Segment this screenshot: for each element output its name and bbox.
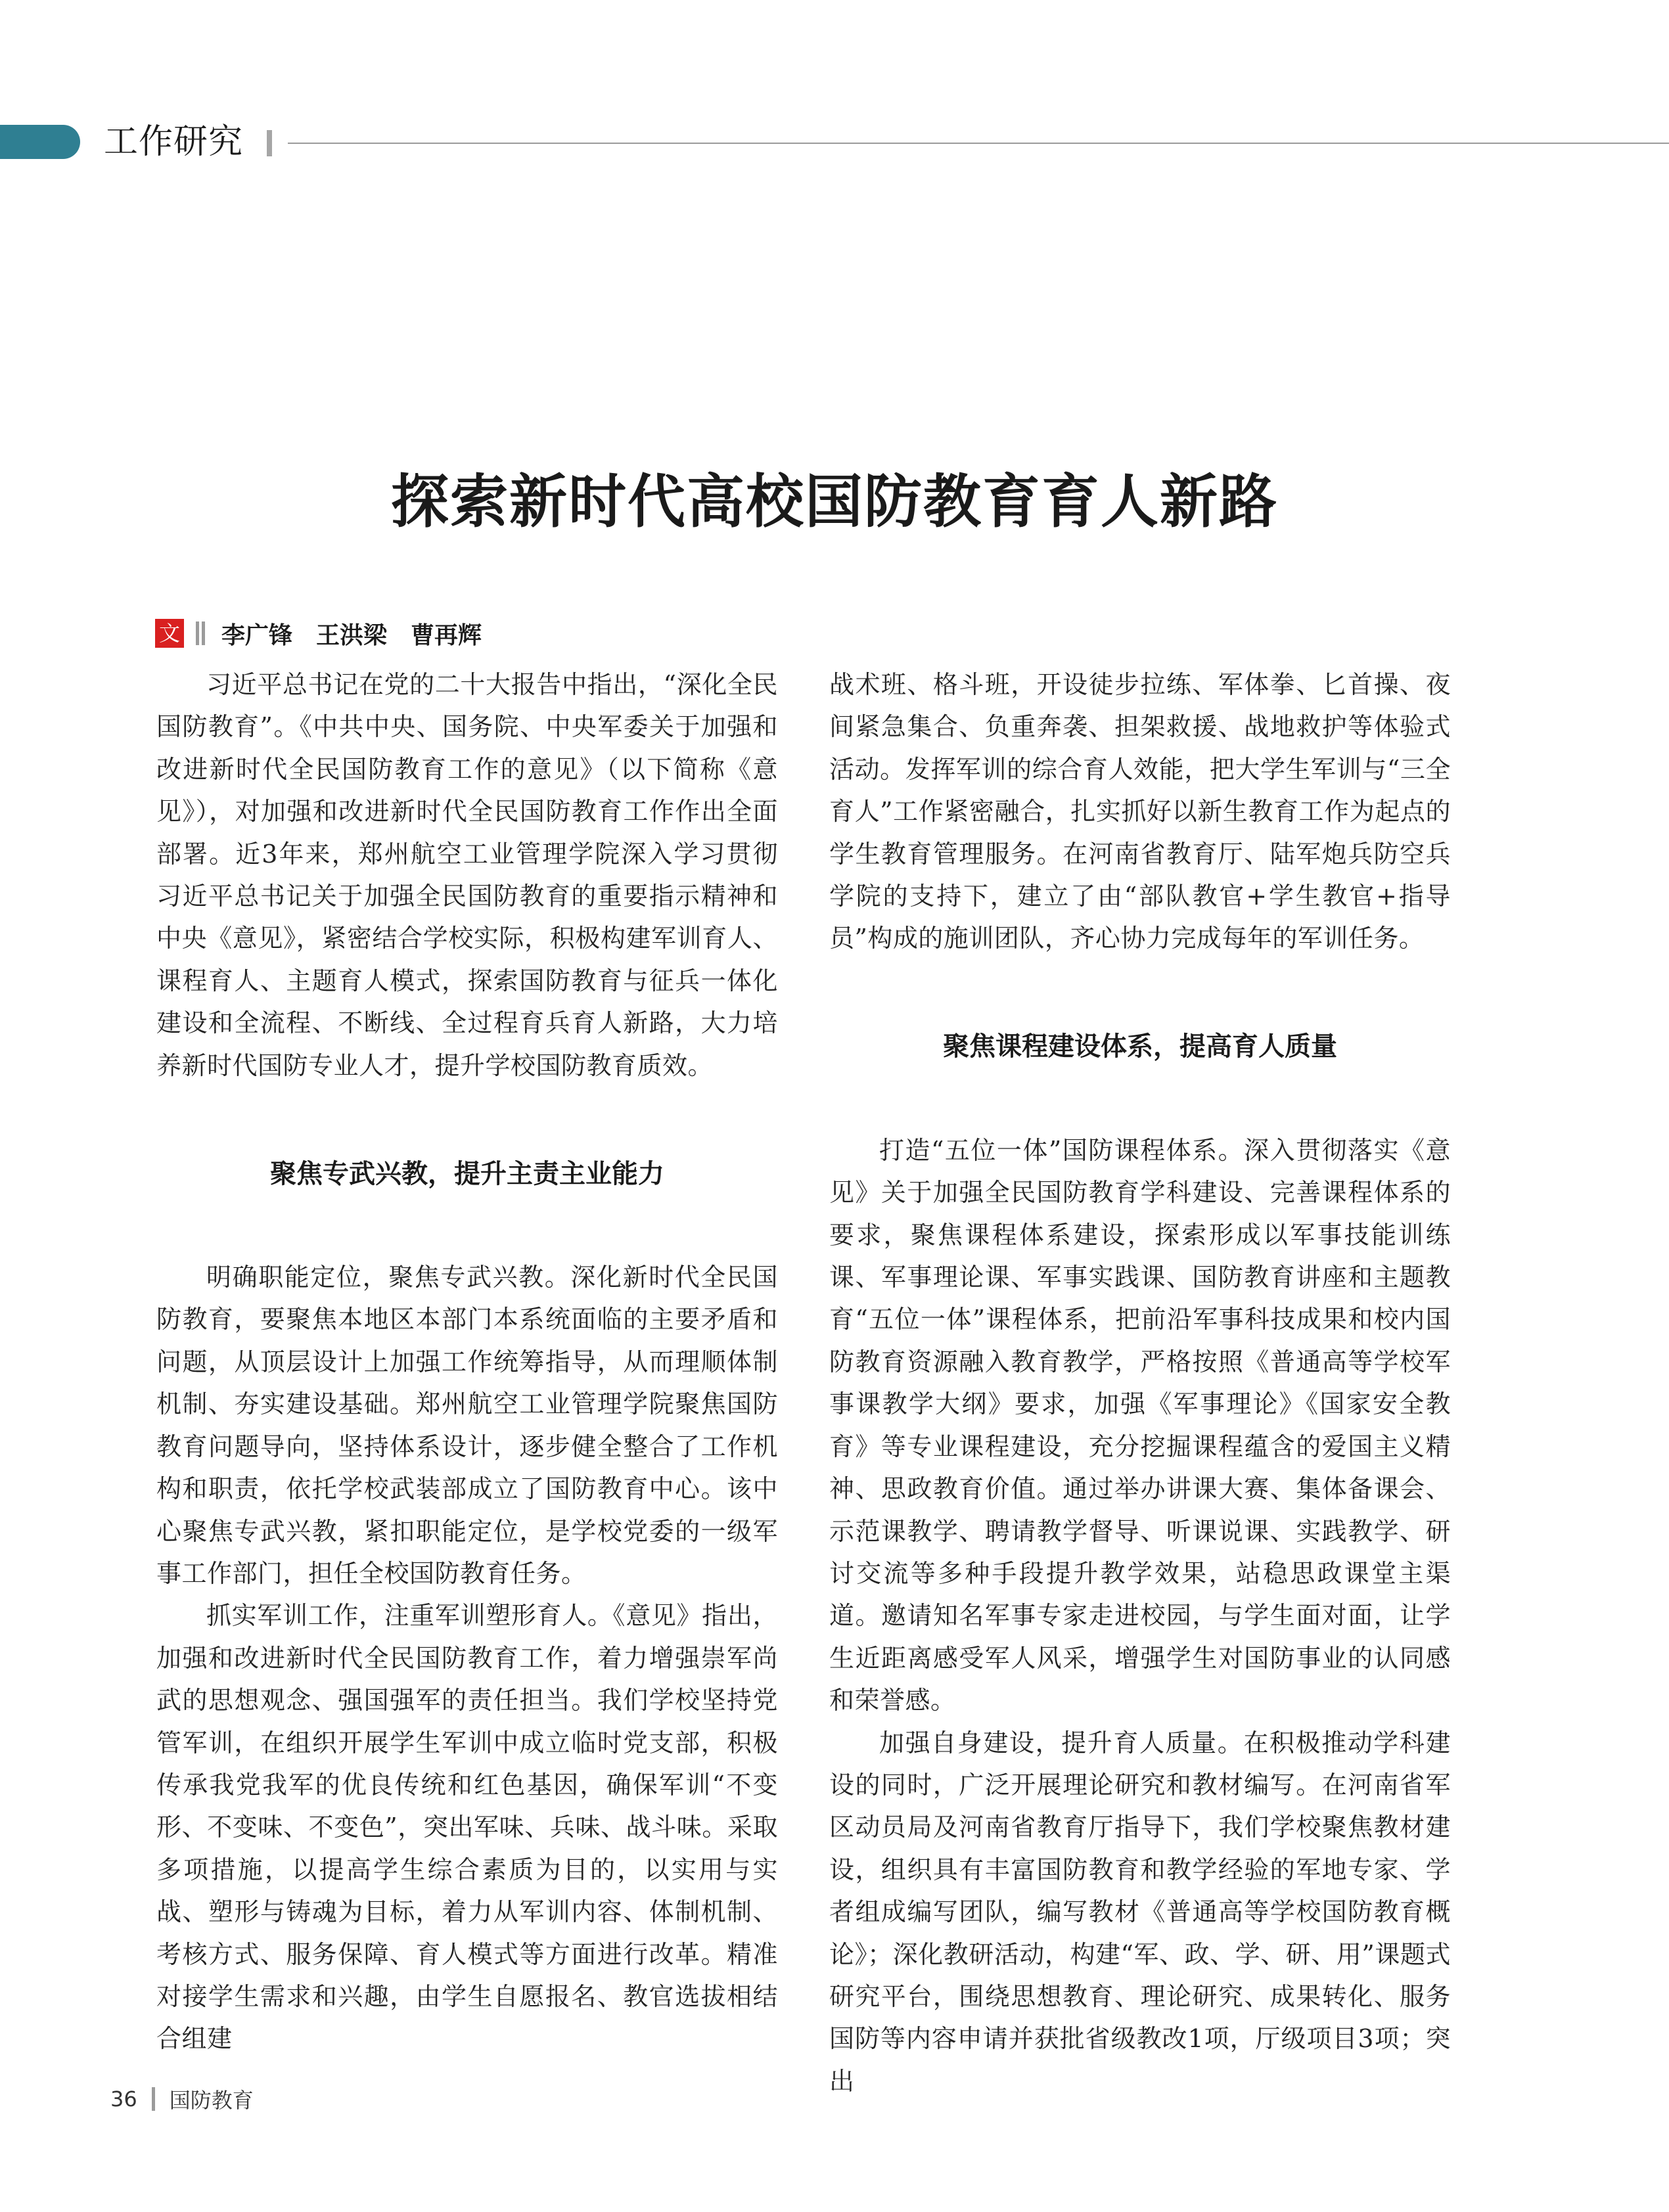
continued-paragraph: 战术班、格斗班，开设徒步拉练、军体拳、匕首操、夜间紧急集合、负重奔袭、担架救援、战地救护等体验式活动。发挥军训的综合育人效能，把大学生军训与“三全育人”工作紧密融合，扎实抓好以新生教育工作为起点的学生教育管理服务。在河南省教育厅、陆军炮兵防空兵学院的支持下，建立了由“部队教官+学生教官+指导员”构成的施训团队，齐心协力完成每年的军训任务。 <box>829 670 1451 953</box>
article-title: 探索新时代高校国防教育育人新路 <box>390 467 1278 535</box>
intro-paragraph: 习近平总书记在党的二十大报告中指出，“深化全民国防教育”。《中共中央、国务院、中央军委关于加强和改进新时代全民国防教育工作的意见》（以下简称《意见》），对加强和改进新时代全民国防教育工作作出全面部署。近3年来，郑州航空工业管理学院深入学习贯彻习近平总书记关于加强全民国防教育的重要指示精神和中央《意见》，紧密结合学校实际，积极构建军训育人、课程育人、主题育人模式，探索国防教育与征兵一体化建设和全流程、不断线、全过程育兵育人新路，大力培养新时代国防专业人才，提升学校国防教育质效。 <box>156 670 778 1080</box>
section-heading-2: 聚焦课程建设体系，提高育人质量 <box>943 1031 1337 1062</box>
journal-name: 国防教育 <box>169 2088 254 2113</box>
byline <box>155 618 482 649</box>
body-paragraph: 抓实军训工作，注重军训塑形育人。《意见》指出，加强和改进新时代全民国防教育工作，着力增强崇军尚武的思想观念、强国强军的责任担当。我们学校坚持党管军训，在组织开展学生军训中成立临时党支部，积极传承我党我军的优良传统和红色基因，确保军训“不变形、不变味、不变色”，突出军味、兵味、战斗味。采取多项措施，以提高学生综合素质为目的，以实用与实战、塑形与铸魂为目标，着力从军训内容、体制机制、考核方式、服务保障、育人模式等方面进行改革。精准对接学生需求和兴趣，由学生自愿报名、教官选拔相结合组建 <box>156 1601 778 2054</box>
author-names: 李广锋 王洪梁 曹再辉 <box>221 621 482 649</box>
section-heading-1: 聚焦专武兴教，提升主责主业能力 <box>270 1158 664 1189</box>
body-paragraph: 明确职能定位，聚焦专武兴教。深化新时代全民国防教育，要聚焦本地区本部门本系统面临的主要矛盾和问题，从顶层设计上加强工作统筹指导，从而理顺体制机制、夯实建设基础。郑州航空工业管理学院聚焦国防教育问题导向，坚持体系设计，逐步健全整合了工作机构和职责，依托学校武装部成立了国防教育中心。该中心聚焦专武兴教，紧扣职能定位，是学校党委的一级军事工作部门，担任全校国防教育任务。 <box>156 1263 778 1588</box>
page-number: 36 <box>110 2087 137 2111</box>
body-paragraph: 打造“五位一体”国防课程体系。深入贯彻落实《意见》关于加强全民国防教育学科建设、完善课程体系的要求，聚焦课程体系建设，探索形成以军事技能训练课、军事理论课、军事实践课、国防教育讲座和主题教育“五位一体”课程体系，把前沿军事科技成果和校内国防教育资源融入教育教学，严格按照《普通高等学校军事课教学大纲》要求，加强《军事理论》《国家安全教育》等专业课程建设，充分挖掘课程蕴含的爱国主义精神、思政教育价值。通过举办讲课大赛、集体备课会、示范课教学、聘请教学督导、听课说课、实践教学、研讨交流等多种手段提升教学效果，站稳思政课堂主渠道。邀请知名军事专家走进校园，与学生面对面，让学生近距离感受军人风采，增强学生对国防事业的认同感和荣誉感。 <box>829 1135 1451 1715</box>
left-column <box>156 664 778 2060</box>
right-column <box>829 664 1451 2102</box>
header-rule <box>288 143 1669 144</box>
section-label: 工作研究 <box>104 122 244 162</box>
section-tab-marker <box>0 125 80 159</box>
page-footer <box>110 2083 254 2115</box>
footer-divider <box>152 2087 155 2111</box>
byline-divider <box>196 621 199 645</box>
body-paragraph: 加强自身建设，提升育人质量。在积极推动学科建设的同时，广泛开展理论研究和教材编写。在河南省军区动员局及河南省教育厅指导下，我们学校聚焦教材建设，组织具有丰富国防教育和教学经验的军地专家、学者组成编写团队，编写教材《普通高等学校国防教育概论》；深化教研活动，构建“军、政、学、研、用”课题式研究平台，围绕思想教育、理论研究、成果转化、服务国防等内容申请并获批省级教改1项，厅级项目3项；突出 <box>829 1728 1451 2096</box>
byline-text-mark: 文 <box>155 619 184 648</box>
section-label-divider <box>267 130 272 156</box>
